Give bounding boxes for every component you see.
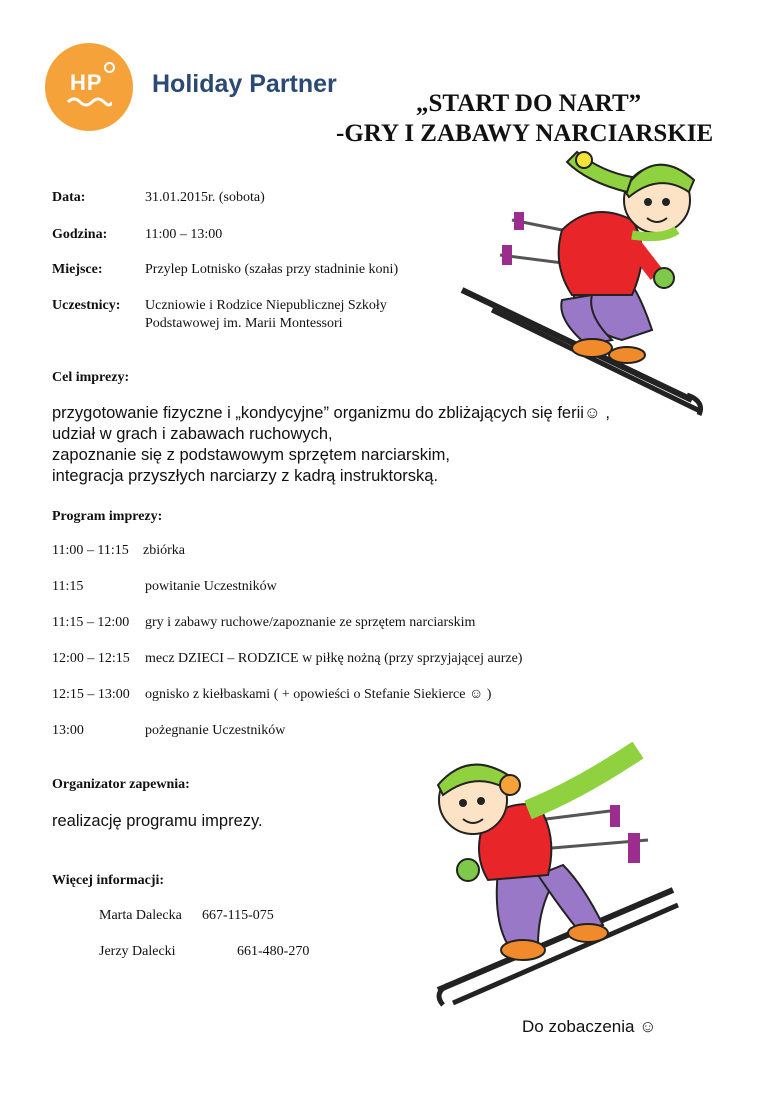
participants-value-line-2: Podstawowej im. Marii Montessori	[145, 316, 343, 331]
participants-value-line-1: Uczniowie i Rodzice Niepublicznej Szkoły	[145, 298, 387, 313]
program-activity: powitanie Uczestników	[145, 579, 277, 594]
wave-icon	[66, 95, 112, 109]
logo-dot-icon	[104, 62, 115, 73]
date-value: 31.01.2015r. (sobota)	[145, 190, 265, 205]
place-value: Przylep Lotnisko (szałas przy stadninie koni)	[145, 262, 399, 277]
goal-line: integracja przyszłych narciarzy z kadrą instruktorską.	[52, 467, 439, 485]
time-label: Godzina:	[52, 227, 108, 242]
place-label: Miejsce:	[52, 262, 103, 277]
program-time: 13:00	[52, 723, 84, 738]
program-time: 12:15 – 13:00	[52, 687, 130, 702]
date-label: Data:	[52, 190, 86, 205]
program-time: 11:15 – 12:00	[52, 615, 130, 630]
goal-heading: Cel imprezy:	[52, 370, 130, 385]
brand-name: Holiday Partner	[152, 70, 337, 98]
contact-phone: 667-115-075	[202, 908, 274, 923]
participants-label: Uczestnicy:	[52, 298, 121, 313]
program-time: 12:00 – 12:15	[52, 651, 130, 666]
program-activity: mecz DZIECI – RODZICE w piłkę nożną (przy sprzyjającej aurze)	[145, 651, 523, 666]
program-activity: zbiórka	[143, 543, 185, 558]
contacts-heading: Więcej informacji:	[52, 873, 165, 888]
organizer-text: realizację programu imprezy.	[52, 812, 263, 830]
program-time: 11:00 – 11:15	[52, 543, 129, 558]
contact-name: Marta Dalecka	[99, 908, 182, 923]
contact-phone: 661-480-270	[237, 944, 310, 959]
title-line-1: „START DO NART”	[416, 90, 642, 117]
logo-mark: HP	[70, 70, 103, 95]
title-line-2: -GRY I ZABAWY NARCIARSKIE	[336, 120, 714, 147]
goal-line: zapoznanie się z podstawowym sprzętem narciarskim,	[52, 446, 450, 464]
program-activity: gry i zabawy ruchowe/zapoznanie ze sprzętem narciarskim	[145, 615, 476, 630]
organizer-heading: Organizator zapewnia:	[52, 777, 190, 792]
time-value: 11:00 – 13:00	[145, 227, 223, 242]
program-activity: ognisko z kiełbaskami ( + opowieści o Stefanie Siekierce ☺ )	[145, 687, 492, 702]
program-heading: Program imprezy:	[52, 509, 163, 524]
skier-illustration-bottom	[378, 715, 706, 1025]
goal-line: udział w grach i zabawach ruchowych,	[52, 425, 333, 443]
contact-name: Jerzy Dalecki	[99, 944, 176, 959]
program-time: 11:15	[52, 579, 84, 594]
skier-illustration-top	[452, 150, 764, 432]
goal-line: przygotowanie fizyczne i „kondycyjne” organizmu do zbliżających się ferii☺ ,	[52, 404, 610, 422]
program-activity: pożegnanie Uczestników	[145, 723, 286, 738]
closing-text: Do zobaczenia ☺	[522, 1017, 657, 1036]
